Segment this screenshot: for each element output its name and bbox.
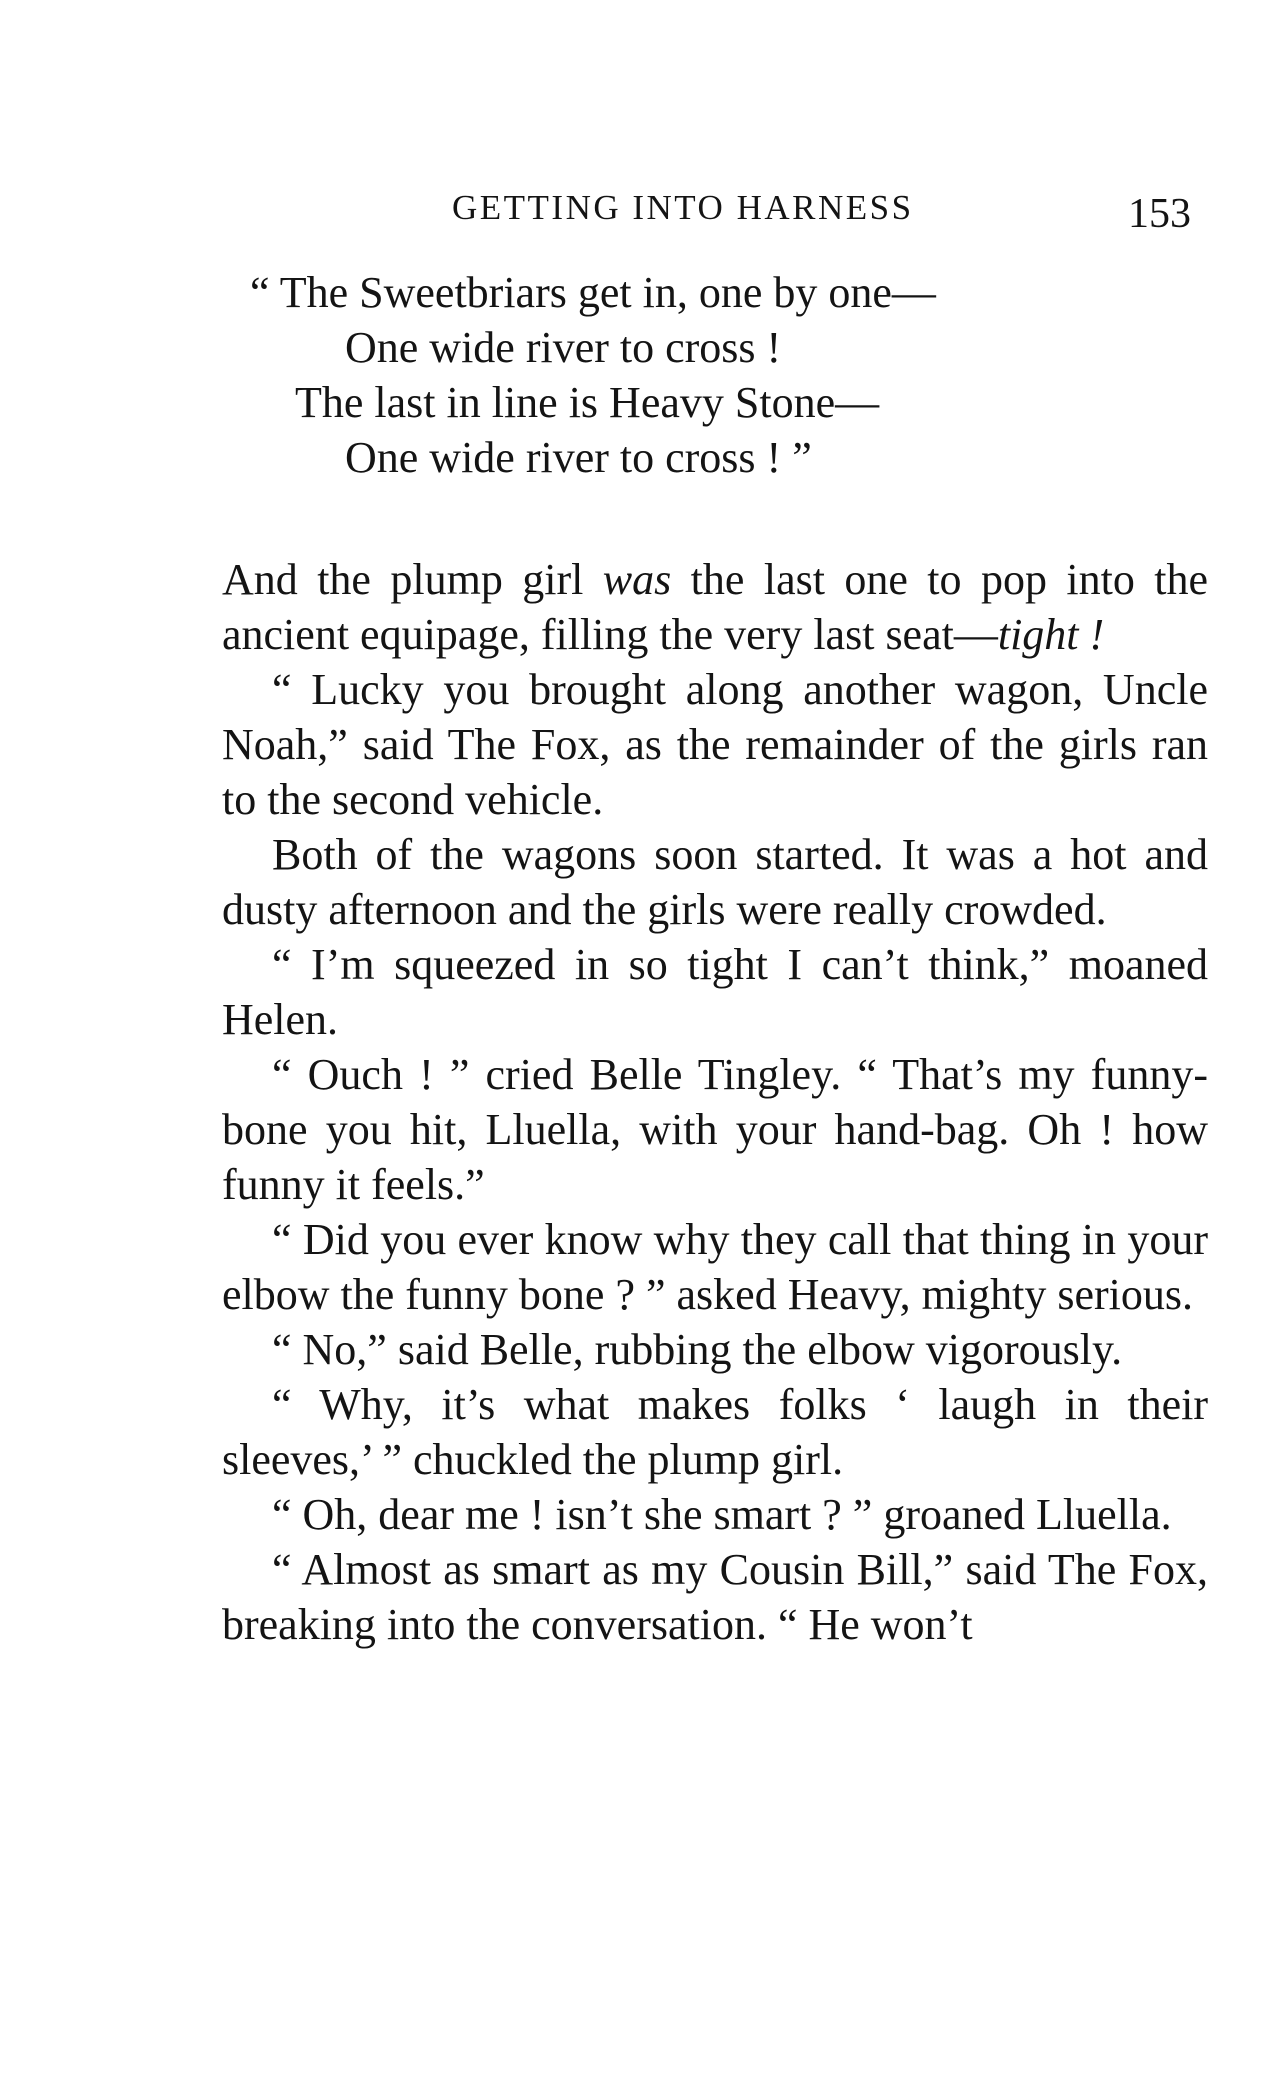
- verse-line: One wide river to cross !: [345, 323, 782, 372]
- body-text: [222, 552, 1208, 1652]
- paragraph: “ Why, it’s what makes folks ‘ laugh in their sleeves,’ ” chuckled the plump girl.: [222, 1380, 1208, 1484]
- emphasis-text: was: [602, 555, 672, 604]
- paragraph: “ I’m squeezed in so tight I can’t think,” moaned Helen.: [222, 940, 1208, 1044]
- paragraph: “ Oh, dear me ! isn’t she smart ? ” groaned Lluella.: [272, 1490, 1172, 1539]
- page-header: [0, 178, 1279, 238]
- verse-line: “ The Sweetbriars get in, one by one—: [250, 268, 936, 317]
- paragraph: “ Ouch ! ” cried Belle Tingley. “ That’s my funny-bone you hit, Lluella, with your hand-bag. Oh ! how funny it feels.”: [222, 1050, 1208, 1209]
- verse-line: One wide river to cross ! ”: [345, 433, 812, 482]
- paragraph: “ Did you ever know why they call that thing in your elbow the funny bone ? ” asked Heavy, mighty serious.: [222, 1215, 1208, 1319]
- running-title: GETTING INTO HARNESS: [452, 188, 914, 227]
- paragraph: Both of the wagons soon started. It was a hot and dusty afternoon and the girls were really crowded.: [222, 830, 1208, 934]
- paragraph: “ Lucky you brought along another wagon, Uncle Noah,” said The Fox, as the remainder of the girls ran to the second vehicle.: [222, 665, 1208, 824]
- paragraph-text: And the plump girl: [222, 555, 603, 604]
- emphasis-text: tight !: [997, 610, 1105, 659]
- paragraph: “ Almost as smart as my Cousin Bill,” said The Fox, breaking into the conversation. “ He won’t: [222, 1545, 1208, 1649]
- paragraph: “ No,” said Belle, rubbing the elbow vigorously.: [272, 1325, 1123, 1374]
- paragraph: [222, 552, 1208, 662]
- page-number: 153: [1128, 191, 1191, 237]
- verse-line: The last in line is Heavy Stone—: [295, 378, 880, 427]
- paragraph-text: the last one to pop into the ancient equipage, filling the very last seat—: [222, 555, 1208, 659]
